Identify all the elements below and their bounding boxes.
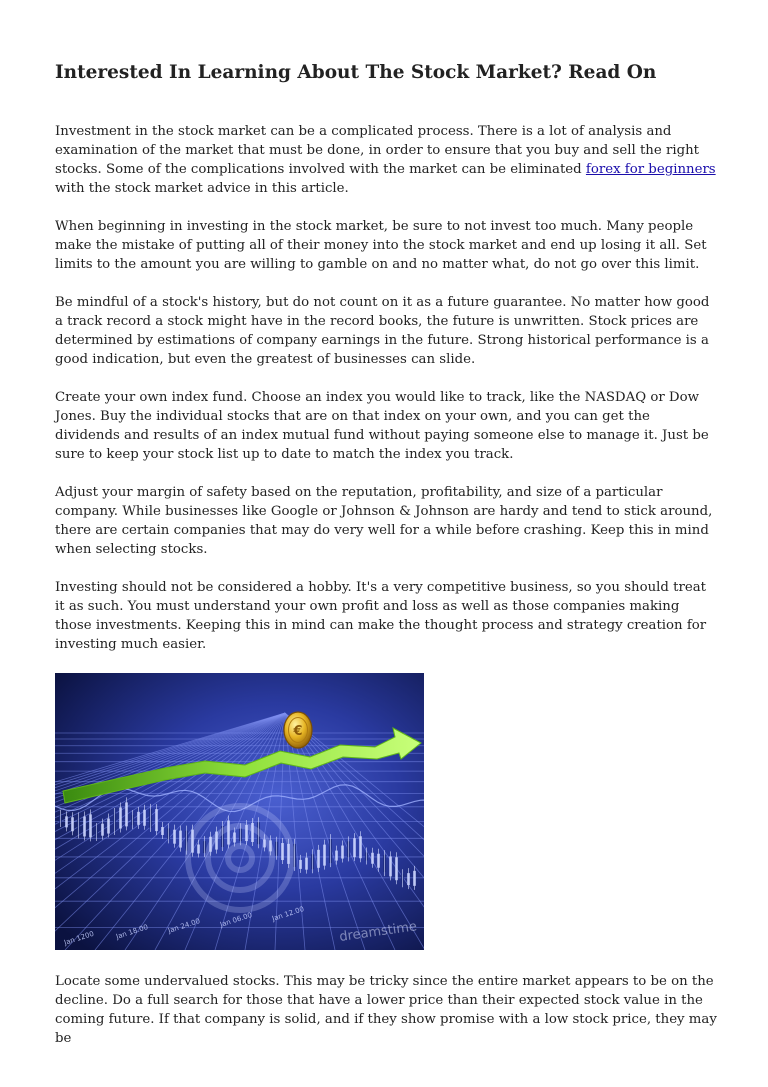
axis-label: Jan 1200 xyxy=(63,929,95,947)
paragraph-7: Locate some undervalued stocks. This may be tricky since the entire market appears to be on the decline. Do a full search for those that have a lower price than their expected stock value in the coming future. If that company is solid, and if they show promise with a low stock price, they may be xyxy=(55,974,717,1046)
article-title: Interested In Learning About The Stock Market? Read On xyxy=(55,62,657,83)
forex-for-beginners-link[interactable]: forex for beginners xyxy=(585,162,716,177)
euro-coin-icon xyxy=(284,712,312,748)
paragraph-1-text-before: Investment in the stock market can be a complicated process. There is a lot of analysis and examination of the market that must be done, in order to ensure that you buy and sell the right stocks. Some of the complications involved with the market can be eliminated xyxy=(55,124,699,177)
axis-label: Jan 12.00 xyxy=(271,905,306,923)
axis-label: Jan 24.00 xyxy=(167,917,202,935)
paragraph-4: Create your own index fund. Choose an index you would like to track, like the NASDAQ or Dow Jones. Buy the individual stocks that are on that index on your own, and you can get the dividends and results of an index mutual fund without paying someone else to manage it. Just be sure to keep your stock list up to date to match the index you track. xyxy=(55,390,709,462)
paragraph-1 xyxy=(55,122,717,198)
paragraph-1-text-after: with the stock market advice in this article. xyxy=(55,181,349,196)
stock-chart-image xyxy=(55,673,424,950)
paragraph-6: Investing should not be considered a hobby. It's a very competitive business, so you should treat it as such. You must understand your own profit and loss as well as those companies making those investments. Keeping this in mind can make the thought process and strategy creation for investing much easier. xyxy=(55,580,707,652)
watermark-text: dreamstime xyxy=(338,919,418,945)
paragraph-3: Be mindful of a stock's history, but do not count on it as a future guarantee. No matter how good a track record a stock might have in the record books, the future is unwritten. Stock prices are determined by estimations of company earnings in the future. Strong historical performance is a good indication, but even the greatest of businesses can slide. xyxy=(55,295,710,367)
stock-chart-illustration xyxy=(55,673,424,950)
paragraph-2: When beginning in investing in the stock market, be sure to not invest too much. Many people make the mistake of putting all of their money into the stock market and end up losing it all. Set limits to the amount you are willing to gamble on and no matter what, do not go over this limit. xyxy=(55,219,707,272)
article-body xyxy=(55,122,717,1067)
paragraph-5: Adjust your margin of safety based on the reputation, profitability, and size of a particular company. While businesses like Google or Johnson & Johnson are hardy and tend to stick around, there are certain companies that may do very well for a while before crashing. Keep this in mind when selecting stocks. xyxy=(55,485,713,557)
axis-label: Jan 18.00 xyxy=(115,923,150,941)
axis-label: Jan 06.00 xyxy=(219,911,254,929)
svg-text:€: € xyxy=(293,724,303,739)
